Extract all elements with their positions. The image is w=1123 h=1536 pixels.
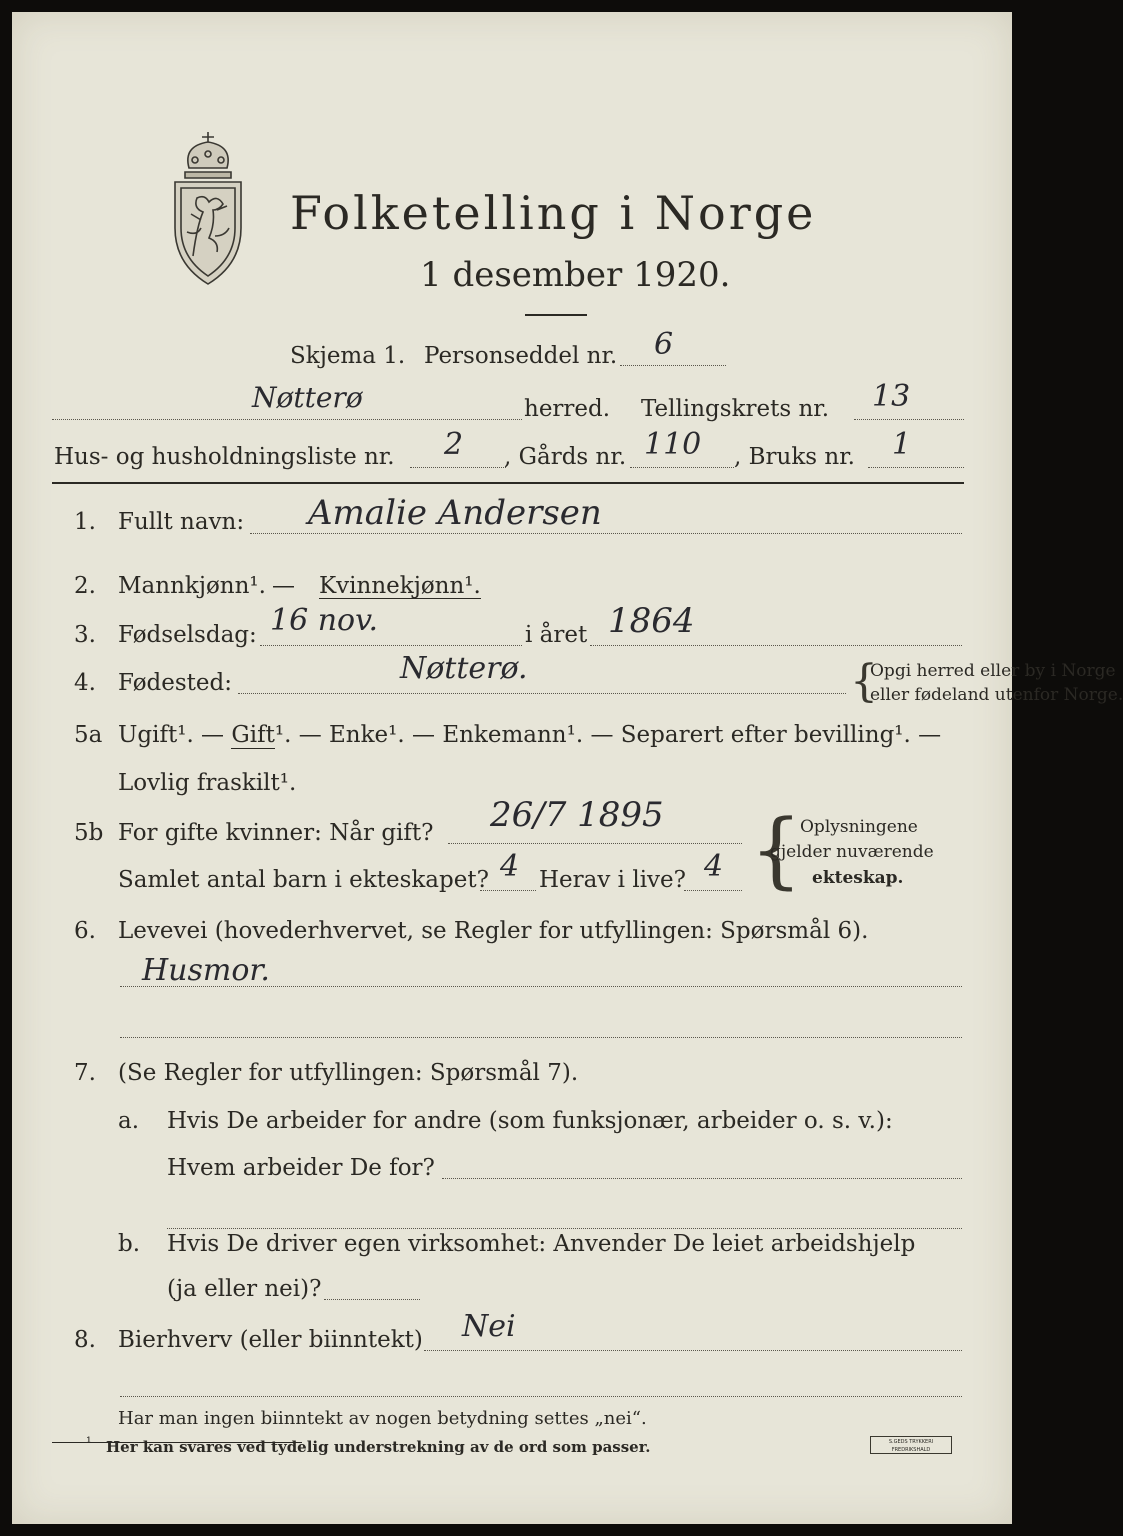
q5b-line-3 [684,890,742,891]
q4-note-2: eller fødeland utenfor Norge. [870,685,1123,705]
herred-label: herred. [524,396,611,422]
q5b-brace: { [750,803,803,898]
q2-female[interactable]: Kvinnekjønn¹. [319,573,481,599]
q5b-note-1: Oplysningene [800,817,918,837]
q6-value[interactable]: Husmor. [142,953,270,988]
personseddel-value[interactable]: 6 [654,327,674,362]
personseddel-line [620,365,726,366]
printer-stamp [870,1436,952,1454]
q5a-gift-sup: ¹. [274,722,292,748]
gards-line [630,467,734,468]
q6-line-1 [120,986,962,987]
gards-label: , Gårds nr. [504,444,627,470]
q5b-value-3[interactable]: 4 [704,849,724,884]
q3-value[interactable]: 16 nov. [270,603,379,638]
footnote: Her kan svares ved tydelig understrekning av de ord som passer. [106,1438,651,1456]
q5a-gift[interactable]: Gift [231,722,275,748]
q7b-line[interactable] [324,1299,420,1300]
bruks-label: , Bruks nr. [734,444,855,470]
q1-line [250,533,962,534]
q2-dash: — [272,573,295,599]
tellingskrets-line [854,419,964,420]
tellingskrets-value[interactable]: 13 [872,379,911,414]
q6-number: 6. [74,918,96,944]
hus-value[interactable]: 2 [444,427,464,462]
q8-value[interactable]: Nei [462,1309,516,1344]
q5b-number: 5b [74,820,104,846]
q5b-value-2[interactable]: 4 [500,849,520,884]
q7a-letter: a. [118,1108,140,1134]
q5b-value-1[interactable]: 26/7 1895 [490,795,664,835]
q5b-note-2: gjelder nuværende [770,842,934,862]
printer-stamp-text: S.GEDS TRYKKERI FREDRIKSHALD [888,1439,934,1453]
q5a-options [118,724,941,747]
hus-label: Hus- og husholdningsliste nr. [54,444,395,470]
census-date: 1 desember 1920. [420,255,731,295]
bruks-value[interactable]: 1 [892,427,912,462]
q8-label: Bierhverv (eller biinntekt) [118,1327,423,1353]
q7b-question: (ja eller nei)? [167,1276,322,1302]
q1-number: 1. [74,509,96,535]
q4-brace: { [850,656,878,707]
header-divider [52,482,964,484]
q3-number: 3. [74,622,96,648]
q5a-line-2[interactable]: Lovlig fraskilt¹. [118,770,297,796]
bruks-line [868,467,964,468]
gards-value[interactable]: 110 [644,427,702,462]
q4-label: Fødested: [118,670,233,696]
q4-number: 4. [74,670,96,696]
q7a-line-2[interactable] [167,1228,962,1229]
q3-year-value[interactable]: 1864 [608,601,695,641]
q8-line-2 [120,1396,962,1397]
q5a-ugift[interactable]: Ugift¹. [118,722,194,748]
q4-line [238,693,846,694]
q5a-number: 5a [74,722,103,748]
q7a-question: Hvem arbeider De for? [167,1155,435,1181]
tellingskrets-label: Tellingskrets nr. [641,396,830,422]
q1-value[interactable]: Amalie Andersen [308,493,602,533]
q2-number: 2. [74,573,96,599]
q2-male: Mannkjønn¹. [118,573,266,599]
q5a-sep: — [193,722,232,748]
personseddel-label: Personseddel nr. [424,343,618,369]
q3-label: Fødselsdag: [118,622,257,648]
q8-line [424,1350,962,1351]
q8-number: 8. [74,1327,96,1353]
q7b-letter: b. [118,1231,141,1257]
q7-number: 7. [74,1060,96,1086]
q1-label: Fullt navn: [118,509,245,535]
herred-line [52,419,522,420]
q4-note-1: Opgi herred eller by i Norge [870,661,1116,681]
q3-line [260,645,522,646]
title-rule [525,314,587,316]
q5b-note-3: ekteskap. [812,868,904,888]
census-form [12,12,1123,1524]
footer-note: Har man ingen biinntekt av nogen betydning settes „nei“. [118,1408,647,1429]
q5b-label-2: Samlet antal barn i ekteskapet? [118,867,489,893]
q4-value[interactable]: Nøtterø. [400,651,528,686]
q7-label: (Se Regler for utfyllingen: Spørsmål 7). [118,1060,579,1086]
q7a-text: Hvis De arbeider for andre (som funksjonær, arbeider o. s. v.): [167,1108,893,1134]
q5a-rest[interactable]: — Enke¹. — Enkemann¹. — Separert efter bevilling¹. — [291,722,942,748]
q3-year-line [590,645,962,646]
q6-line-2 [120,1037,962,1038]
q7a-line-1[interactable] [442,1178,962,1179]
q5b-line-1 [448,843,742,844]
q7b-text: Hvis De driver egen virksomhet: Anvender De leiet arbeidshjelp [167,1231,916,1257]
footnote-number: ¹ [86,1435,92,1451]
q5b-label-3: Herav i live? [539,867,686,893]
q5b-line-2 [480,890,536,891]
form-title: Folketelling i Norge [290,186,817,240]
skjema-label: Skjema 1. [290,343,406,369]
coat-of-arms-icon [167,124,249,294]
hus-line [410,467,506,468]
q6-label: Levevei (hovederhvervet, se Regler for utfyllingen: Spørsmål 6). [118,918,869,944]
q3-year-label: i året [525,622,588,648]
q5b-label-1: For gifte kvinner: Når gift? [118,820,434,846]
herred-value[interactable]: Nøtterø [252,381,363,414]
